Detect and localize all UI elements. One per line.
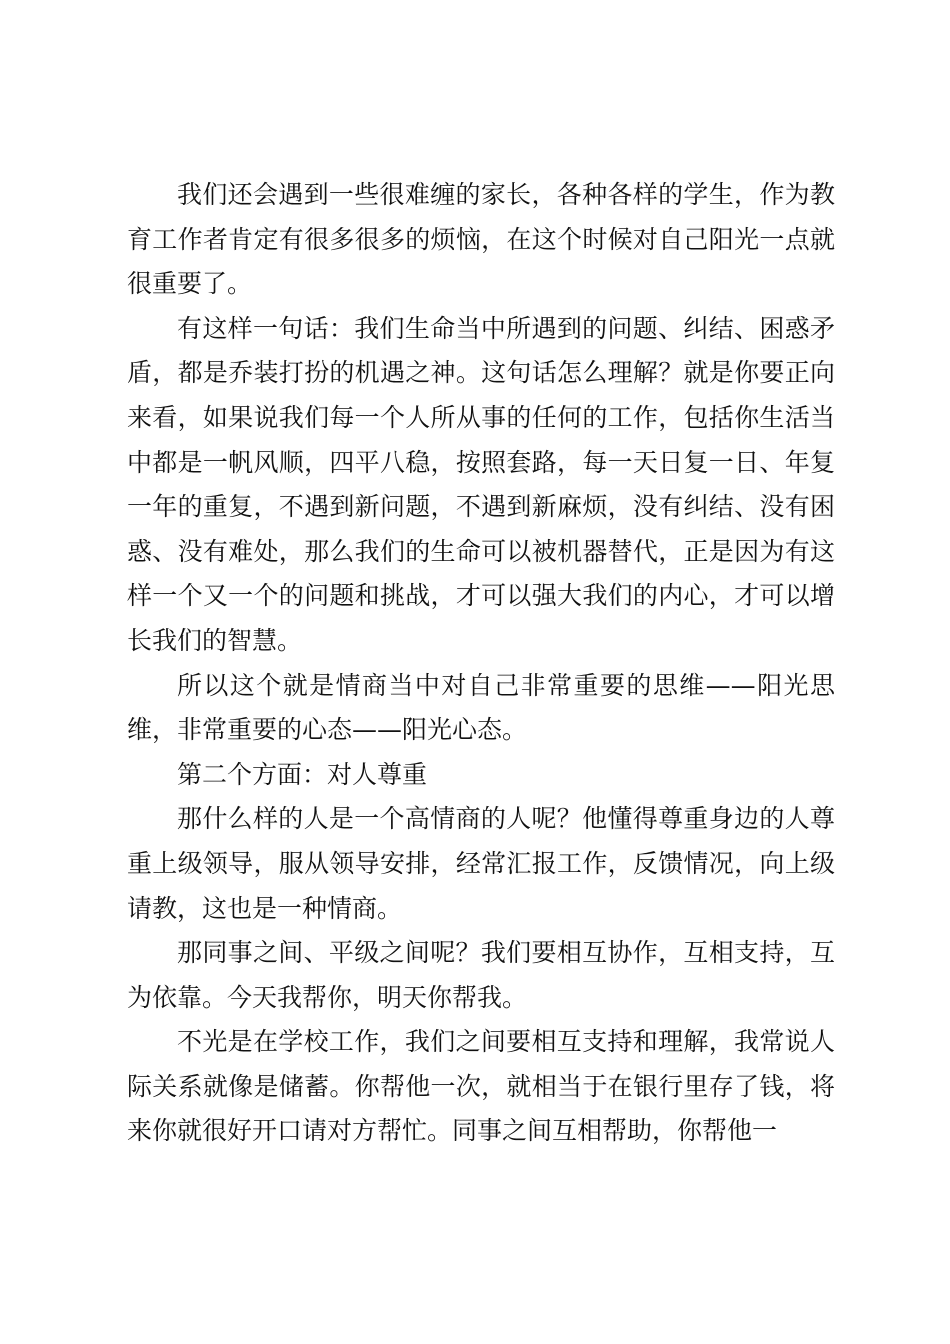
paragraph-relationships-savings: 不光是在学校工作，我们之间要相互支持和理解，我常说人际关系就像是储蓄。你帮他一次，就相当于在银行里存了钱，将来你就很好开口请对方帮忙。同事之间互相帮助，你帮他一 [127, 1027, 835, 1146]
paragraph-problems-as-opportunities: 有这样一句话：我们生命当中所遇到的问题、纠结、困惑矛盾，都是乔装打扮的机遇之神。这句话怎么理解？就是你要正向来看，如果说我们每一个人所从事的任何的工作，包括你生活当中都是一帆风顺，四平八稳，按照套路，每一天日复一日、年复一年的重复，不遇到新问题，不遇到新麻烦，没有纠结、没有困惑、没有难处，那么我们的生命可以被机器替代，正是因为有这样一个又一个的问题和挑战，才可以强大我们的内心，才可以增长我们的智慧。 [127, 313, 835, 655]
section-heading-respect: 第二个方面：对人尊重 [177, 759, 428, 789]
paragraph-respect-superiors: 那什么样的人是一个高情商的人呢？他懂得尊重身边的人尊重上级领导，服从领导安排，经常汇报工作，反馈情况，向上级请教，这也是一种情商。 [127, 804, 835, 923]
document-body [127, 173, 835, 1154]
paragraph-colleagues: 那同事之间、平级之间呢？我们要相互协作，互相支持，互为依靠。今天我帮你，明天你帮我。 [127, 938, 835, 1012]
paragraph-sunny-attitude-intro: 我们还会遇到一些很难缠的家长，各种各样的学生，作为教育工作者肯定有很多很多的烦恼，在这个时候对自己阳光一点就很重要了。 [127, 180, 835, 299]
paragraph-sunny-mindset: 所以这个就是情商当中对自己非常重要的思维——阳光思维，非常重要的心态——阳光心态。 [127, 670, 835, 745]
